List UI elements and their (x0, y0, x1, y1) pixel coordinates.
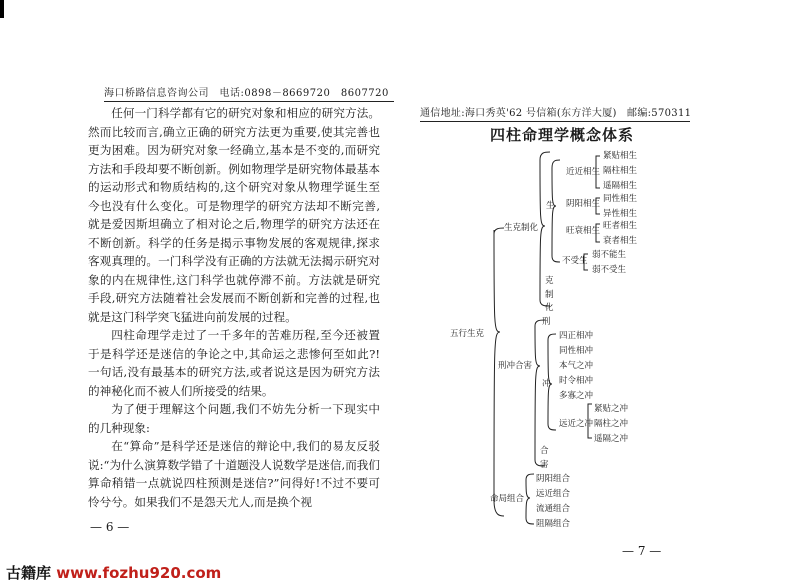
node-wangshuai: 旺衰相生 (566, 226, 601, 236)
leaf-chong-1: 四正相冲 (559, 331, 594, 341)
leaf-chong-3: 本气之冲 (559, 361, 594, 371)
watermark-brand: 古籍库 (6, 564, 52, 582)
leaf-mingju-2: 远近组合 (536, 489, 571, 499)
paragraph-4: 在“算命”是科学还是迷信的辩论中,我们的易友反驳说:“为什么演算数学错了十道题没人说数学是迷信,而我们算命稍错一点就说四柱预测是迷信?”问得好!不过不要可怜兮兮。如果我们不是怨天尤人,而是换个视 (88, 439, 380, 509)
sheng-brace-top (552, 160, 560, 206)
chong-brace-top (548, 334, 556, 384)
chong-brace-bottom (548, 384, 556, 430)
node-mingju: 命局组合 (490, 494, 525, 504)
node-sheng: 生 (546, 201, 555, 211)
mingju-brace-top (526, 474, 534, 498)
leaf-mingju-3: 流通组合 (536, 504, 571, 514)
leaf-yuanjin-3: 遥隔之冲 (594, 434, 629, 444)
right-page-number: — 7 — (622, 544, 662, 558)
leaf-jinjuan-1: 紧贴相生 (603, 151, 638, 161)
node-hua: 化 (545, 303, 554, 313)
leaf-yinyang-1: 同性相生 (603, 194, 638, 204)
leaf-chong-5: 多寡之冲 (559, 391, 594, 401)
leaf-yinyang-2: 异性相生 (603, 209, 638, 219)
leaf-wangshuai-1: 旺者相生 (603, 221, 638, 231)
node-yuanjin: 远近之冲 (559, 419, 594, 429)
leaf-busheng-1: 弱不能生 (592, 250, 627, 260)
right-page-header: 通信地址:海口秀英'62 号信箱(东方洋大厦) 邮编:570311 (420, 104, 690, 122)
left-page-header: 海口桥路信息咨询公司 电话:0898－8669720 8607720 (104, 84, 394, 102)
paragraph-3: 为了便于理解这个问题,我们不妨先分析一下现实中的几种现象: (88, 402, 380, 435)
leaf-chong-4: 时令相冲 (559, 376, 594, 386)
node-busheng: 不受生 (562, 256, 588, 266)
paragraph-1: 任何一门科学都有它的研究对象和相应的研究方法。然而比较而言,确立正确的研究方法更为重要,使其完善也更为困难。因为研究对象一经确立,基本是不变的,而研究方法和手段却要不断创新。例如物理学是研究物体最基本的运动形式和物质结构的,这个研究对象从物理学诞生至今也没有什么变化。可是物理学的研究方法却不断完善,就是爱因斯坦确立了相对论之后,物理学的研究方法还在不断创新。科学的任务是揭示事物发展的客观规律,探求客观真理的。一门科学没有正确的方法就无法揭示研究对象的内在规律性,这门科学也就停滞不前。方法就是研究手段,研究方法随着社会发展而不断创新和完善的过程,也就是这门科学突飞猛进向前发展的过程。 (88, 106, 380, 324)
node-zhi: 制 (545, 290, 554, 300)
root-brace-bottom (494, 332, 504, 516)
node-ke: 克 (545, 276, 554, 286)
leaf-mingju-4: 阻隔组合 (536, 519, 571, 529)
diagram-title: 四柱命理学概念体系 (490, 126, 635, 144)
left-page-number: — 6 — (90, 520, 130, 534)
node-chong: 冲 (542, 379, 551, 389)
node-jinjuan: 近近相生 (566, 167, 601, 177)
shengke-brace-top (540, 152, 550, 226)
leaf-busheng-2: 弱不受生 (592, 265, 627, 275)
paragraph-2: 四柱命理学走过了一千多年的苦难历程,至今还被置于是科学还是迷信的争论之中,其命运之悲惨何至如此?!一句话,没有最基本的研究方法,或者说这是因为研究方法的神秘化而不被人们所接受的结果。 (88, 328, 380, 398)
leaf-mingju-1: 阴阳组合 (536, 474, 571, 484)
leaf-jinjuan-2: 隔柱相生 (603, 166, 638, 176)
node-he: 合 (540, 446, 549, 456)
watermark-url: www.fozhu920.com (56, 564, 222, 582)
sheng-brace-bottom (552, 206, 560, 262)
leaf-jinjuan-3: 遥隔相生 (603, 181, 638, 191)
node-hai: 害 (540, 460, 549, 470)
node-xing: 刑 (542, 317, 551, 327)
node-shengke: 生克制化 (504, 223, 539, 233)
leaf-wangshuai-2: 衰者相生 (603, 236, 638, 246)
leaf-chong-2: 同性相冲 (559, 346, 594, 356)
root-brace-top (494, 228, 504, 332)
node-xingchong: 刑冲合害 (498, 361, 533, 371)
mingju-brace-bottom (526, 498, 534, 524)
node-root: 五行生克 (450, 329, 485, 339)
leaf-yuanjin-2: 隔柱之冲 (594, 419, 629, 429)
site-watermark (6, 562, 221, 583)
node-yinyang: 阴阳相生 (566, 199, 601, 209)
leaf-yuanjin-1: 紧贴之冲 (594, 404, 629, 414)
